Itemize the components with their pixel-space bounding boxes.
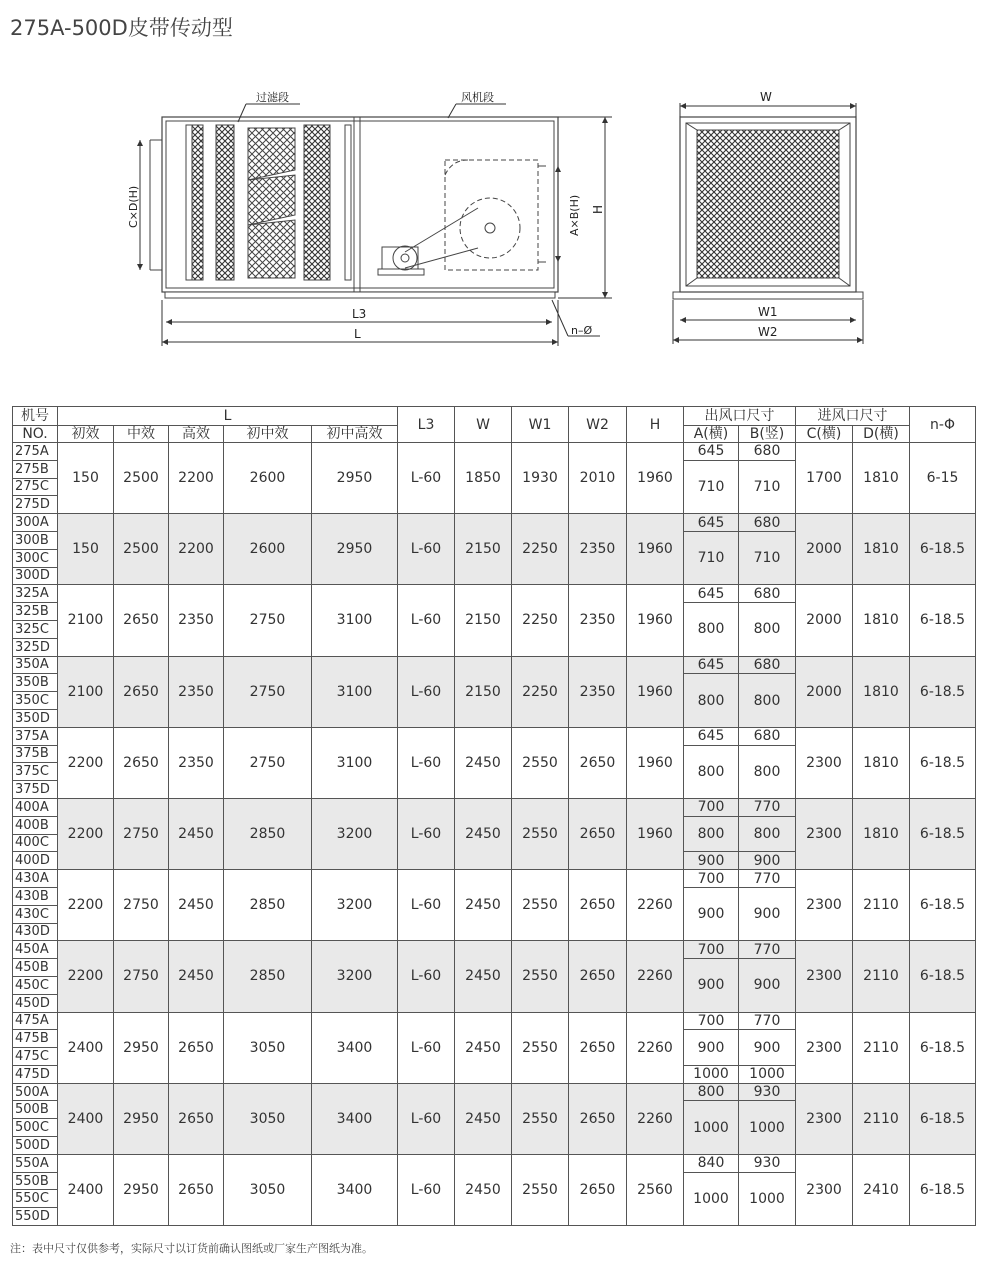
- outlet-b-cell: 930: [739, 1083, 796, 1101]
- length-cell: 3050: [224, 1154, 312, 1225]
- header-l-medium: 中效: [114, 426, 169, 443]
- header-model: 机号: [13, 407, 58, 426]
- model-cell: 350B: [13, 674, 58, 692]
- length-cell: 2500: [114, 443, 169, 514]
- length-cell: 2200: [169, 514, 224, 585]
- outlet-b-cell: 770: [739, 798, 796, 816]
- w1-cell: 2550: [512, 727, 569, 798]
- holes-cell: 6-18.5: [910, 656, 976, 727]
- outlet-dim-label: A×B(H): [568, 194, 581, 236]
- length-cell: 2850: [224, 870, 312, 941]
- inlet-c-cell: 2300: [796, 941, 853, 1012]
- length-cell: 2200: [58, 798, 114, 869]
- h-cell: 1960: [627, 514, 684, 585]
- l3-cell: L-60: [398, 1083, 455, 1154]
- length-cell: 3200: [312, 941, 398, 1012]
- outlet-a-cell: 645: [684, 727, 739, 745]
- outlet-a-cell: 700: [684, 870, 739, 888]
- length-cell: 2650: [169, 1012, 224, 1083]
- w-cell: 2450: [455, 1083, 512, 1154]
- outlet-a-cell: 800: [684, 745, 739, 798]
- l3-cell: L-60: [398, 870, 455, 941]
- page-title: 275A-500D皮带传动型: [10, 16, 233, 40]
- length-cell: 2750: [224, 656, 312, 727]
- model-cell: 325A: [13, 585, 58, 603]
- header-inlet: 进风口尺寸: [796, 407, 910, 426]
- length-cell: 3200: [312, 798, 398, 869]
- length-cell: 2100: [58, 585, 114, 656]
- length-cell: 3100: [312, 727, 398, 798]
- length-cell: 2850: [224, 798, 312, 869]
- model-cell: 450D: [13, 994, 58, 1012]
- outlet-b-cell: 770: [739, 1012, 796, 1030]
- length-cell: 2950: [114, 1012, 169, 1083]
- h-cell: 1960: [627, 585, 684, 656]
- model-cell: 275D: [13, 496, 58, 514]
- outlet-a-cell: 900: [684, 852, 739, 870]
- model-cell: 500A: [13, 1083, 58, 1101]
- model-cell: 275C: [13, 478, 58, 496]
- length-cell: 2200: [58, 941, 114, 1012]
- holes-cell: 6-18.5: [910, 514, 976, 585]
- outlet-b-cell: 680: [739, 727, 796, 745]
- length-label: L: [354, 327, 361, 341]
- header-outlet-a: A(横): [684, 426, 739, 443]
- model-cell: 450C: [13, 976, 58, 994]
- model-cell: 300C: [13, 549, 58, 567]
- unit-drawing: [0, 80, 1000, 370]
- outlet-b-cell: 900: [739, 887, 796, 940]
- header-inlet-d: D(横): [853, 426, 910, 443]
- inlet-c-cell: 2000: [796, 585, 853, 656]
- outlet-a-cell: 710: [684, 531, 739, 584]
- length-cell: 2750: [114, 941, 169, 1012]
- inlet-d-cell: 1810: [853, 798, 910, 869]
- model-cell: 300D: [13, 567, 58, 585]
- holes-cell: 6-18.5: [910, 870, 976, 941]
- length-cell: 3400: [312, 1154, 398, 1225]
- table-row: [13, 1012, 976, 1030]
- model-cell: 430C: [13, 905, 58, 923]
- w2-cell: 2650: [569, 941, 627, 1012]
- header-outlet: 出风口尺寸: [684, 407, 796, 426]
- holes-cell: 6-18.5: [910, 1083, 976, 1154]
- model-cell: 475C: [13, 1048, 58, 1066]
- header-l3: L3: [398, 407, 455, 443]
- inlet-d-cell: 2110: [853, 870, 910, 941]
- outlet-a-cell: 645: [684, 443, 739, 461]
- length-cell: 2950: [312, 443, 398, 514]
- outlet-b-cell: 1000: [739, 1172, 796, 1225]
- model-cell: 400A: [13, 798, 58, 816]
- length-cell: 2350: [169, 656, 224, 727]
- length-cell: 2200: [169, 443, 224, 514]
- length-cell: 2650: [169, 1154, 224, 1225]
- model-cell: 325B: [13, 603, 58, 621]
- w-cell: 2450: [455, 727, 512, 798]
- length-cell: 2400: [58, 1012, 114, 1083]
- length-cell: 2450: [169, 941, 224, 1012]
- length-cell: 2750: [114, 798, 169, 869]
- outlet-b-cell: 680: [739, 656, 796, 674]
- length-cell: 2500: [114, 514, 169, 585]
- inlet-d-cell: 2410: [853, 1154, 910, 1225]
- model-cell: 350C: [13, 692, 58, 710]
- outlet-b-cell: 800: [739, 603, 796, 656]
- length-cell: 2750: [224, 727, 312, 798]
- inlet-c-cell: 2000: [796, 514, 853, 585]
- w2-label: W2: [758, 325, 778, 339]
- length-cell: 3050: [224, 1083, 312, 1154]
- inlet-c-cell: 1700: [796, 443, 853, 514]
- side-view: [150, 117, 558, 298]
- table-row: [13, 870, 976, 888]
- outlet-b-cell: 930: [739, 1154, 796, 1172]
- w1-cell: 2250: [512, 585, 569, 656]
- length-cell: 2650: [114, 585, 169, 656]
- outlet-b-cell: 800: [739, 674, 796, 727]
- l3-cell: L-60: [398, 727, 455, 798]
- length-cell: 3400: [312, 1083, 398, 1154]
- outlet-b-cell: 770: [739, 870, 796, 888]
- model-cell: 400D: [13, 852, 58, 870]
- inlet-c-cell: 2300: [796, 727, 853, 798]
- model-cell: 550B: [13, 1172, 58, 1190]
- footnote: 注：表中尺寸仅供参考，实际尺寸以订货前确认图纸或厂家生产图纸为准。: [10, 1242, 373, 1255]
- w2-cell: 2350: [569, 656, 627, 727]
- outlet-a-cell: 1000: [684, 1172, 739, 1225]
- w-cell: 2450: [455, 1012, 512, 1083]
- h-cell: 2260: [627, 1083, 684, 1154]
- outlet-b-cell: 1000: [739, 1065, 796, 1083]
- table-row: [13, 1154, 976, 1172]
- length-cell: 2600: [224, 443, 312, 514]
- header-l-primary-medium: 初中效: [224, 426, 312, 443]
- inlet-c-cell: 2000: [796, 656, 853, 727]
- header-holes: n-Φ: [910, 407, 976, 443]
- outlet-a-cell: 1000: [684, 1101, 739, 1154]
- outlet-a-cell: 900: [684, 959, 739, 1012]
- outlet-a-cell: 800: [684, 1083, 739, 1101]
- holes-label: n–Ø: [571, 324, 593, 337]
- outlet-a-cell: 700: [684, 941, 739, 959]
- model-cell: 400C: [13, 834, 58, 852]
- header-l-high: 高效: [169, 426, 224, 443]
- w2-cell: 2650: [569, 1083, 627, 1154]
- w-cell: 2150: [455, 585, 512, 656]
- outlet-a-cell: 700: [684, 1012, 739, 1030]
- w1-cell: 2550: [512, 798, 569, 869]
- model-cell: 375B: [13, 745, 58, 763]
- model-cell: 430A: [13, 870, 58, 888]
- header-w1: W1: [512, 407, 569, 443]
- length-cell: 3400: [312, 1012, 398, 1083]
- w2-cell: 2010: [569, 443, 627, 514]
- fan-section-label: 风机段: [461, 91, 494, 104]
- header-model-no: NO.: [13, 426, 58, 443]
- header-inlet-c: C(横): [796, 426, 853, 443]
- l3-cell: L-60: [398, 585, 455, 656]
- holes-cell: 6-18.5: [910, 1012, 976, 1083]
- header-l-primary-medium-high: 初中高效: [312, 426, 398, 443]
- holes-cell: 6-18.5: [910, 1154, 976, 1225]
- outlet-b-cell: 680: [739, 585, 796, 603]
- outlet-b-cell: 710: [739, 531, 796, 584]
- w1-cell: 2550: [512, 941, 569, 1012]
- w-cell: 1850: [455, 443, 512, 514]
- model-cell: 450A: [13, 941, 58, 959]
- length-cell: 150: [58, 443, 114, 514]
- h-cell: 1960: [627, 798, 684, 869]
- inlet-c-cell: 2300: [796, 798, 853, 869]
- width-label: W: [760, 90, 772, 104]
- length-cell: 3050: [224, 1012, 312, 1083]
- outlet-b-cell: 680: [739, 443, 796, 461]
- h-cell: 1960: [627, 656, 684, 727]
- outlet-a-cell: 800: [684, 603, 739, 656]
- outlet-a-cell: 1000: [684, 1065, 739, 1083]
- l3-cell: L-60: [398, 1154, 455, 1225]
- w-cell: 2450: [455, 870, 512, 941]
- outlet-a-cell: 700: [684, 798, 739, 816]
- model-cell: 450B: [13, 959, 58, 977]
- holes-cell: 6-18.5: [910, 798, 976, 869]
- l3-cell: L-60: [398, 656, 455, 727]
- l3-cell: L-60: [398, 514, 455, 585]
- outlet-a-cell: 900: [684, 1030, 739, 1066]
- model-cell: 325C: [13, 620, 58, 638]
- outlet-a-cell: 840: [684, 1154, 739, 1172]
- h-cell: 2260: [627, 870, 684, 941]
- model-cell: 375A: [13, 727, 58, 745]
- w1-label: W1: [758, 305, 778, 319]
- h-cell: 2260: [627, 1012, 684, 1083]
- holes-cell: 6-18.5: [910, 727, 976, 798]
- w1-cell: 2550: [512, 870, 569, 941]
- h-cell: 1960: [627, 727, 684, 798]
- length-cell: 2450: [169, 870, 224, 941]
- outlet-a-cell: 710: [684, 460, 739, 513]
- inlet-d-cell: 1810: [853, 585, 910, 656]
- table-row: [13, 514, 976, 532]
- filter-section-label: 过滤段: [256, 91, 289, 104]
- model-cell: 300B: [13, 531, 58, 549]
- model-cell: 500D: [13, 1137, 58, 1155]
- outlet-b-cell: 800: [739, 816, 796, 852]
- outlet-a-cell: 900: [684, 887, 739, 940]
- l3-label: L3: [352, 307, 367, 321]
- length-cell: 2750: [114, 870, 169, 941]
- length-cell: 2950: [312, 514, 398, 585]
- table-row: [13, 656, 976, 674]
- w2-cell: 2650: [569, 798, 627, 869]
- length-cell: 2200: [58, 727, 114, 798]
- w-cell: 2150: [455, 514, 512, 585]
- l3-cell: L-60: [398, 798, 455, 869]
- model-cell: 400B: [13, 816, 58, 834]
- spec-table: [12, 406, 976, 1226]
- model-cell: 325D: [13, 638, 58, 656]
- model-cell: 375D: [13, 781, 58, 799]
- header-h: H: [627, 407, 684, 443]
- outlet-b-cell: 800: [739, 745, 796, 798]
- length-cell: 2950: [114, 1083, 169, 1154]
- w1-cell: 1930: [512, 443, 569, 514]
- length-cell: 2950: [114, 1154, 169, 1225]
- model-cell: 500B: [13, 1101, 58, 1119]
- w1-cell: 2250: [512, 656, 569, 727]
- table-row: [13, 798, 976, 816]
- header-length-group: L: [58, 407, 398, 426]
- h-cell: 2260: [627, 941, 684, 1012]
- table-row: [13, 941, 976, 959]
- length-cell: 2650: [114, 656, 169, 727]
- inlet-d-cell: 2110: [853, 1083, 910, 1154]
- length-cell: 3100: [312, 585, 398, 656]
- model-cell: 475A: [13, 1012, 58, 1030]
- holes-cell: 6-15: [910, 443, 976, 514]
- w1-cell: 2550: [512, 1012, 569, 1083]
- outlet-b-cell: 680: [739, 514, 796, 532]
- outlet-b-cell: 710: [739, 460, 796, 513]
- l3-cell: L-60: [398, 443, 455, 514]
- model-cell: 550D: [13, 1208, 58, 1226]
- length-cell: 2350: [169, 727, 224, 798]
- w2-cell: 2650: [569, 1154, 627, 1225]
- table-row: [13, 443, 976, 461]
- outlet-a-cell: 645: [684, 585, 739, 603]
- table-row: [13, 727, 976, 745]
- outlet-b-cell: 1000: [739, 1101, 796, 1154]
- height-label: H: [591, 204, 605, 214]
- inlet-d-cell: 1810: [853, 656, 910, 727]
- length-cell: 3200: [312, 870, 398, 941]
- model-cell: 350A: [13, 656, 58, 674]
- h-cell: 1960: [627, 443, 684, 514]
- outlet-a-cell: 800: [684, 674, 739, 727]
- model-cell: 300A: [13, 514, 58, 532]
- length-cell: 2350: [169, 585, 224, 656]
- h-cell: 2560: [627, 1154, 684, 1225]
- outlet-a-cell: 645: [684, 514, 739, 532]
- length-cell: 150: [58, 514, 114, 585]
- w-cell: 2150: [455, 656, 512, 727]
- inlet-c-cell: 2300: [796, 1083, 853, 1154]
- model-cell: 550A: [13, 1154, 58, 1172]
- header-l-primary: 初效: [58, 426, 114, 443]
- w-cell: 2450: [455, 798, 512, 869]
- w1-cell: 2550: [512, 1083, 569, 1154]
- w1-cell: 2250: [512, 514, 569, 585]
- length-cell: 2850: [224, 941, 312, 1012]
- length-cell: 2200: [58, 870, 114, 941]
- model-cell: 375C: [13, 763, 58, 781]
- l3-cell: L-60: [398, 941, 455, 1012]
- header-w: W: [455, 407, 512, 443]
- model-cell: 500C: [13, 1119, 58, 1137]
- length-cell: 3100: [312, 656, 398, 727]
- length-cell: 2100: [58, 656, 114, 727]
- model-cell: 550C: [13, 1190, 58, 1208]
- holes-cell: 6-18.5: [910, 585, 976, 656]
- inlet-d-cell: 2110: [853, 941, 910, 1012]
- end-view: [673, 117, 863, 299]
- inlet-c-cell: 2300: [796, 870, 853, 941]
- length-cell: 2600: [224, 514, 312, 585]
- model-cell: 475D: [13, 1065, 58, 1083]
- model-cell: 350D: [13, 709, 58, 727]
- inlet-d-cell: 1810: [853, 727, 910, 798]
- w2-cell: 2350: [569, 585, 627, 656]
- length-cell: 2750: [224, 585, 312, 656]
- w2-cell: 2650: [569, 870, 627, 941]
- w-cell: 2450: [455, 941, 512, 1012]
- outlet-b-cell: 900: [739, 1030, 796, 1066]
- outlet-b-cell: 900: [739, 852, 796, 870]
- outlet-b-cell: 770: [739, 941, 796, 959]
- length-cell: 2400: [58, 1083, 114, 1154]
- w2-cell: 2650: [569, 1012, 627, 1083]
- inlet-d-cell: 2110: [853, 1012, 910, 1083]
- inlet-c-cell: 2300: [796, 1012, 853, 1083]
- model-cell: 275B: [13, 460, 58, 478]
- length-cell: 2450: [169, 798, 224, 869]
- model-cell: 430B: [13, 887, 58, 905]
- header-w2: W2: [569, 407, 627, 443]
- w1-cell: 2550: [512, 1154, 569, 1225]
- holes-cell: 6-18.5: [910, 941, 976, 1012]
- inlet-d-cell: 1810: [853, 514, 910, 585]
- inlet-dim-label: C×D(H): [127, 185, 140, 228]
- length-cell: 2650: [114, 727, 169, 798]
- model-cell: 475B: [13, 1030, 58, 1048]
- outlet-a-cell: 645: [684, 656, 739, 674]
- inlet-c-cell: 2300: [796, 1154, 853, 1225]
- outlet-b-cell: 900: [739, 959, 796, 1012]
- length-cell: 2400: [58, 1154, 114, 1225]
- w-cell: 2450: [455, 1154, 512, 1225]
- l3-cell: L-60: [398, 1012, 455, 1083]
- model-cell: 430D: [13, 923, 58, 941]
- table-row: [13, 1083, 976, 1101]
- inlet-d-cell: 1810: [853, 443, 910, 514]
- table-row: [13, 585, 976, 603]
- model-cell: 275A: [13, 443, 58, 461]
- w2-cell: 2650: [569, 727, 627, 798]
- length-cell: 2650: [169, 1083, 224, 1154]
- header-outlet-b: B(竖): [739, 426, 796, 443]
- w2-cell: 2350: [569, 514, 627, 585]
- outlet-a-cell: 800: [684, 816, 739, 852]
